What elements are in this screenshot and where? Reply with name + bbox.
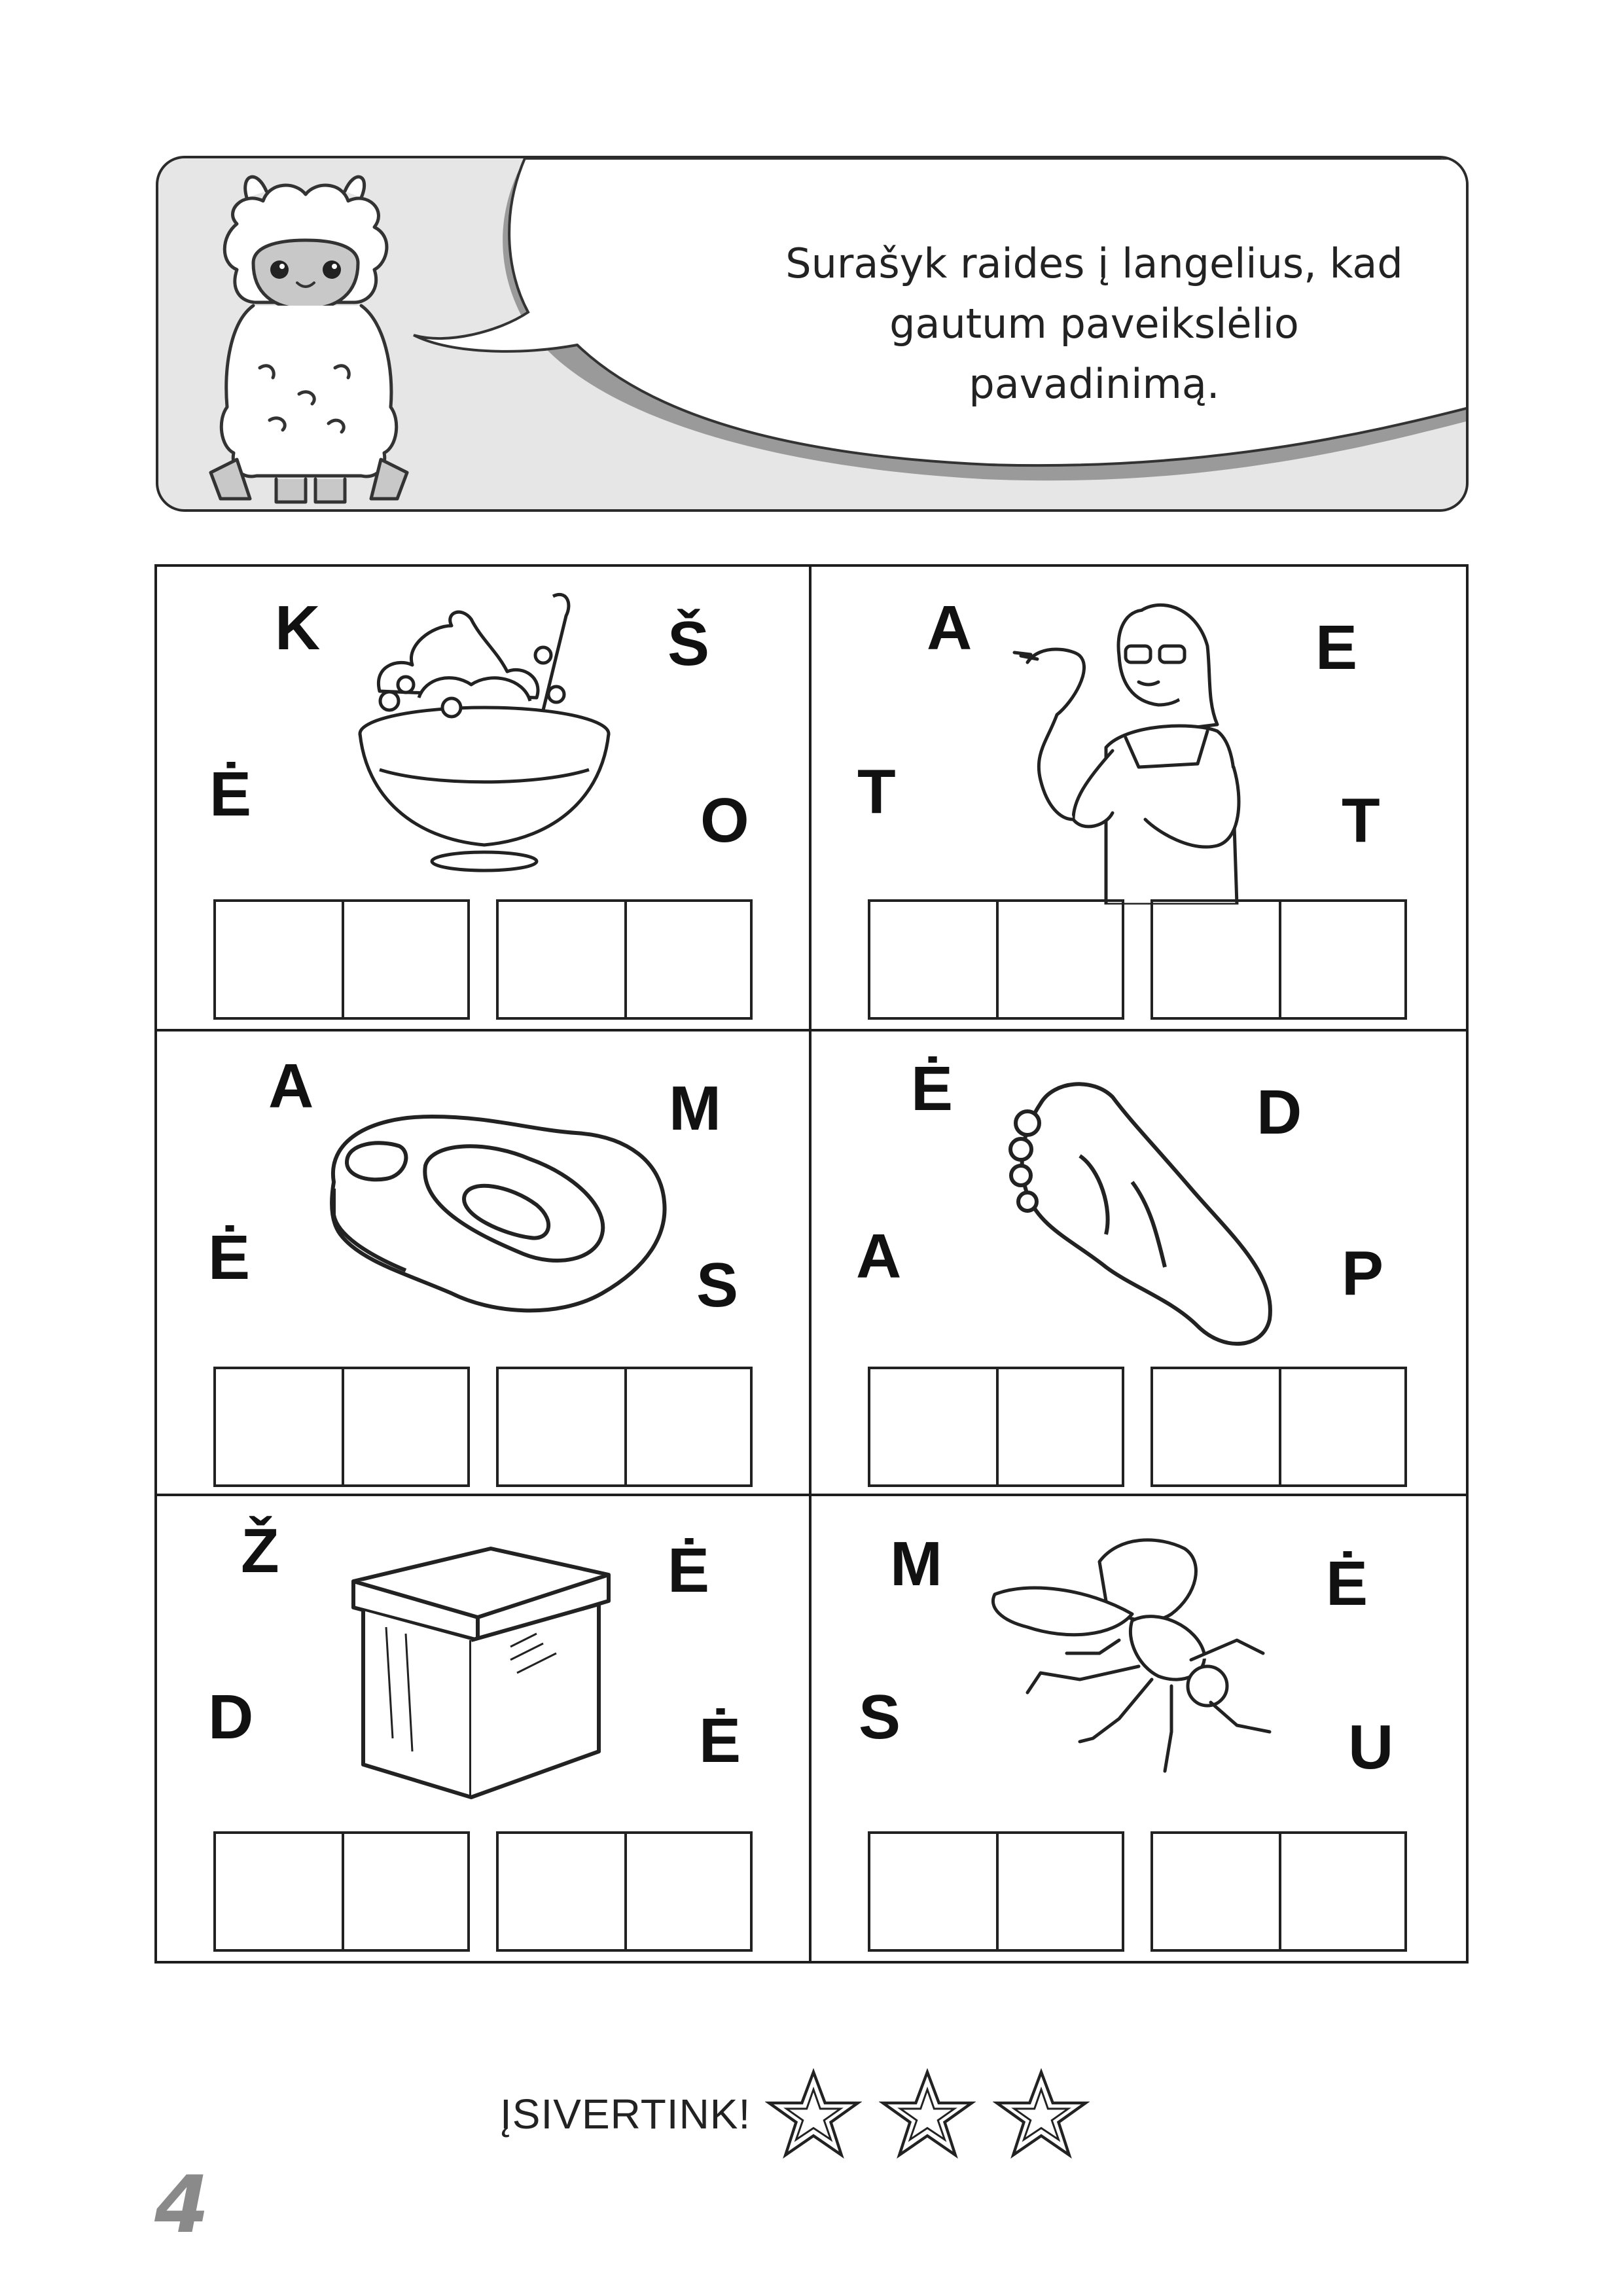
alpaca-icon	[185, 171, 433, 512]
ice-cream-bowl-icon	[340, 586, 628, 874]
puzzle-cell-steak	[157, 1031, 812, 1496]
instruction-line-2: gautum paveikslėlio pavadinimą.	[889, 300, 1299, 408]
answer-boxes	[213, 1831, 753, 1952]
answer-boxes	[213, 899, 753, 1020]
puzzle-grid	[154, 564, 1469, 1964]
answer-box[interactable]	[342, 1834, 467, 1949]
letter-tile: P	[1342, 1238, 1384, 1308]
star-icon[interactable]	[765, 2068, 862, 2160]
letter-tile: D	[1257, 1077, 1302, 1147]
answer-box[interactable]	[870, 902, 996, 1017]
instruction-line-1: Surašyk raides į langelius, kad	[785, 240, 1403, 287]
answer-box[interactable]	[624, 1834, 750, 1949]
letter-tile: Ė	[911, 1054, 954, 1124]
letter-tile: D	[208, 1682, 254, 1752]
foot-sole-icon	[1001, 1077, 1289, 1352]
letter-tile: T	[857, 757, 896, 827]
self-assessment	[500, 2068, 1107, 2160]
instruction-text	[767, 234, 1421, 414]
fly-icon	[988, 1522, 1302, 1784]
letter-tile: Ė	[1326, 1549, 1368, 1619]
instruction-banner	[156, 156, 1469, 512]
letter-tile: Ž	[241, 1516, 279, 1586]
star-icon[interactable]	[993, 2068, 1090, 2160]
letter-tile: Š	[668, 609, 710, 679]
letter-tile: Ė	[699, 1706, 741, 1776]
answer-box[interactable]	[1153, 902, 1279, 1017]
answer-box[interactable]	[499, 1834, 624, 1949]
letter-tile: K	[275, 593, 321, 663]
answer-box[interactable]	[996, 1834, 1122, 1949]
answer-box[interactable]	[216, 1834, 342, 1949]
answer-box[interactable]	[216, 1369, 342, 1484]
page-number: 4	[154, 2160, 209, 2251]
letter-tile: O	[700, 785, 749, 855]
letter-tile: U	[1348, 1712, 1394, 1782]
answer-box[interactable]	[1153, 1369, 1279, 1484]
letter-tile: Ė	[208, 1223, 251, 1293]
answer-box[interactable]	[499, 1369, 624, 1484]
letter-tile: M	[890, 1529, 942, 1599]
answer-boxes	[868, 1831, 1407, 1952]
answer-box[interactable]	[216, 902, 342, 1017]
answer-boxes	[868, 1367, 1407, 1487]
teacher-woman-icon	[975, 584, 1276, 905]
answer-box[interactable]	[996, 902, 1122, 1017]
star-icon[interactable]	[879, 2068, 976, 2160]
letter-tile: T	[1342, 785, 1380, 855]
letter-tile: A	[856, 1221, 902, 1291]
letter-tile: A	[927, 593, 972, 663]
answer-box[interactable]	[1153, 1834, 1279, 1949]
answer-box[interactable]	[870, 1834, 996, 1949]
answer-boxes	[868, 899, 1407, 1020]
box-icon	[347, 1542, 622, 1804]
answer-box[interactable]	[1279, 1834, 1404, 1949]
letter-tile: S	[859, 1682, 901, 1752]
answer-box[interactable]	[1279, 902, 1404, 1017]
answer-box[interactable]	[342, 902, 467, 1017]
letter-tile: E	[1315, 613, 1358, 683]
answer-box[interactable]	[624, 1369, 750, 1484]
letter-tile: Ė	[209, 759, 252, 829]
puzzle-cell-teacher	[812, 567, 1466, 1031]
answer-box[interactable]	[1279, 1369, 1404, 1484]
answer-box[interactable]	[996, 1369, 1122, 1484]
puzzle-cell-fly	[812, 1496, 1466, 1961]
puzzle-cell-ice-cream	[157, 567, 812, 1031]
letter-tile: Ė	[668, 1535, 710, 1605]
self-assessment-label: ĮSIVERTINK!	[500, 2090, 751, 2138]
steak-icon	[321, 1103, 674, 1326]
answer-box[interactable]	[870, 1369, 996, 1484]
puzzle-cell-foot	[812, 1031, 1466, 1496]
letter-tile: A	[268, 1051, 314, 1121]
letter-tile: S	[696, 1250, 739, 1320]
answer-boxes	[213, 1367, 753, 1487]
puzzle-cell-box	[157, 1496, 812, 1961]
answer-box[interactable]	[624, 902, 750, 1017]
answer-box[interactable]	[342, 1369, 467, 1484]
letter-tile: M	[669, 1073, 721, 1143]
answer-box[interactable]	[499, 902, 624, 1017]
